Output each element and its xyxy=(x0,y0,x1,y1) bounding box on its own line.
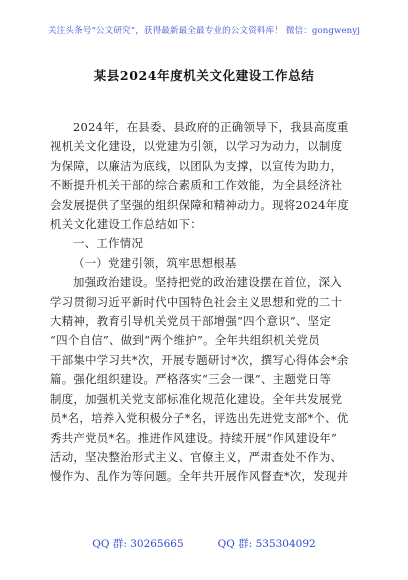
paragraph-line: 视机关文化建设，以党建为引领，以学习为动力，以制度 xyxy=(50,139,343,154)
paragraph-line: 干部集中学习共*次，开展专题研讨*次，撰写心得体会*余 xyxy=(50,352,349,367)
paragraph-line: 不断提升机关干部的综合素质和工作效能，为全县经济社 xyxy=(50,178,343,193)
paragraph-line: 为保障，以廉洁为底线，以团队为支撑，以宣传为助力， xyxy=(50,158,343,173)
paragraph-line: 加强政治建设。坚持把党的政治建设摆在首位，深入 xyxy=(73,275,342,290)
paragraph-line: 制度，加强机关党支部标准化规范化建设。全年共发展党 xyxy=(50,391,343,406)
footer-contacts xyxy=(0,536,408,551)
paragraph-line: 员*名，培养入党积极分子*名，评选出先进党支部*个、优 xyxy=(50,411,349,426)
paragraph-line: 会发展提供了坚强的组织保障和精神动力。现将2024年度 xyxy=(50,197,350,212)
qq-group-1: QQ 群: 30265665 xyxy=(92,538,184,550)
subsection-heading: （一）党建引领，筑牢思想根基 xyxy=(73,255,237,270)
paragraph-line: 秀共产党员*名。推进作风建设。持续开展“作风建设年” xyxy=(50,430,338,445)
paragraph-line: 活动，坚决整治形式主义、官僚主义，严肃查处不作为、 xyxy=(50,449,343,464)
paragraph-line: 机关文化建设工作总结如下： xyxy=(50,217,202,232)
section-heading: 一、工作情况 xyxy=(73,236,144,251)
paragraph-line: 2024年，在县委、县政府的正确领导下，我县高度重 xyxy=(73,120,349,134)
paragraph-line: 学习贯彻习近平新时代中国特色社会主义思想和党的二十 xyxy=(50,294,343,309)
paragraph-line: 大精神，教育引导机关党员干部增强“四个意识”、坚定 xyxy=(50,314,332,329)
paragraph-line: 篇。强化组织建设。严格落实“三会一课”、主题党日等 xyxy=(50,372,332,387)
paragraph-line: “四个自信”、做到“两个维护”。全年共组织机关党员 xyxy=(50,333,320,348)
document-title: 某县2024年度机关文化建设工作总结 xyxy=(93,68,315,83)
header-banner: 关注头条号“公文研究”，获得最新最全最专业的公文资料库！ 微信：gongwenyj xyxy=(47,26,361,36)
paragraph-line: 慢作为、乱作为等问题。全年共开展作风督查*次，发现并 xyxy=(50,469,349,484)
qq-group-2: QQ 群: 535304092 xyxy=(217,538,316,550)
document-body xyxy=(50,118,358,487)
